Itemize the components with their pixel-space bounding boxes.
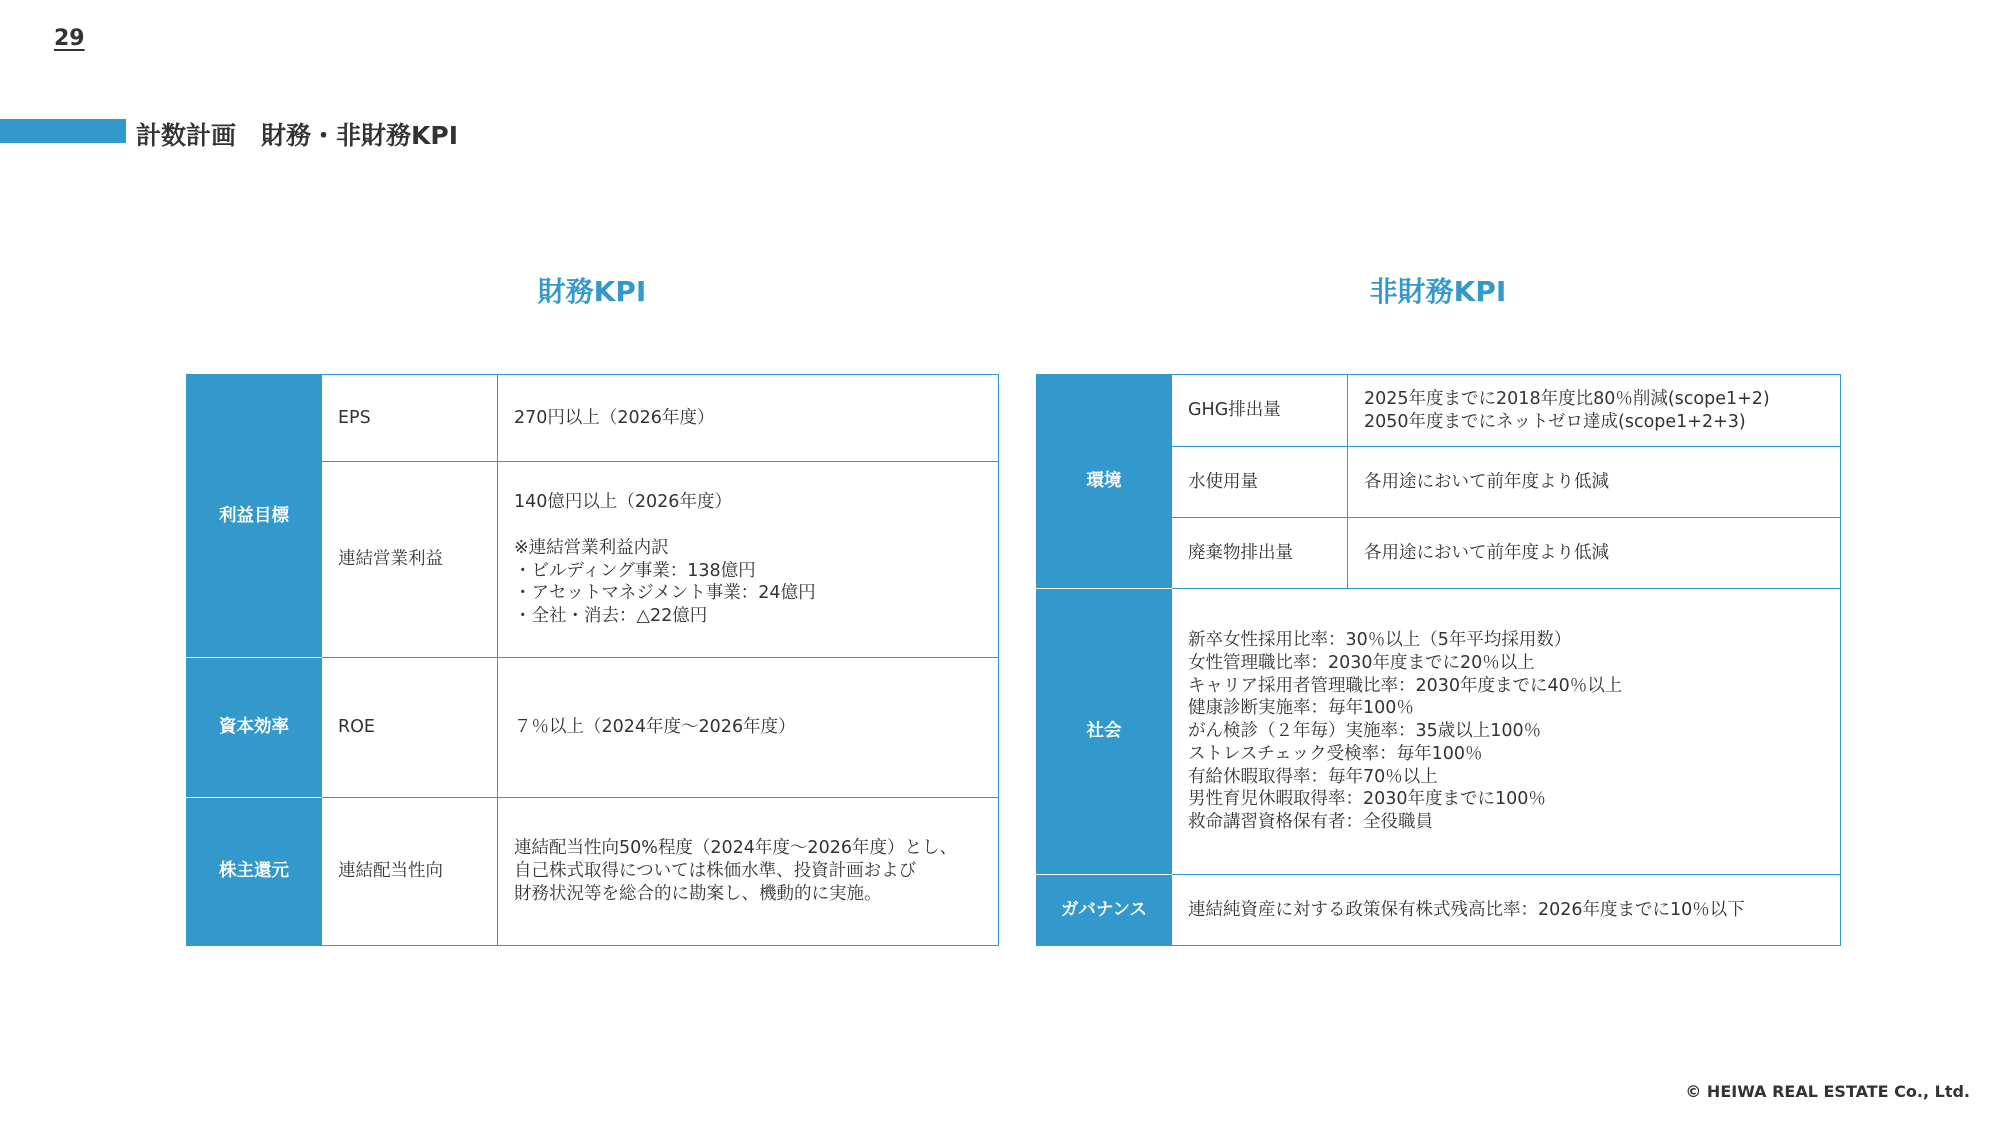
item-cell: EPS: [322, 375, 498, 462]
non-financial-kpi-table: [1036, 374, 1841, 946]
table-row: [1037, 589, 1841, 875]
category-cell: ガバナンス: [1037, 875, 1172, 946]
value-cell: 2025年度までに2018年度比80％削減(scope1+2) 2050年度までにネットゼロ達成(scope1+2+3): [1348, 375, 1841, 447]
financial-kpi-heading: 財務KPI: [537, 275, 647, 308]
table-row: [187, 658, 999, 798]
value-cell: 連結純資産に対する政策保有株式残高比率：2026年度までに10％以下: [1172, 875, 1841, 946]
page-number: 29: [54, 26, 85, 51]
value-cell: 各用途において前年度より低減: [1348, 518, 1841, 589]
table-row: [187, 798, 999, 946]
financial-kpi-table: [186, 374, 999, 946]
category-cell: 株主還元: [187, 798, 322, 946]
non-financial-kpi-heading: 非財務KPI: [1369, 275, 1507, 308]
item-cell: 連結営業利益: [322, 462, 498, 658]
category-cell: 資本効率: [187, 658, 322, 798]
page-title: 計数計画 財務・非財務KPI: [136, 121, 458, 150]
value-cell: 270円以上（2026年度）: [498, 375, 999, 462]
table-row: [1037, 875, 1841, 946]
value-cell: 連結配当性向50%程度（2024年度～2026年度）とし、 自己株式取得については株価水準、投資計画および 財務状況等を総合的に勘案し、機動的に実施。: [498, 798, 999, 946]
category-cell: 利益目標: [187, 375, 322, 658]
value-cell: 新卒女性採用比率：30％以上（5年平均採用数） 女性管理職比率：2030年度までに20％以上 キャリア採用者管理職比率：2030年度までに40％以上 健康診断実施率：毎年100％ がん検診（２年毎）実施率：35歳以上100％ ストレスチェック受検率：毎年100％ 有給休暇取得率：毎年70％以上 男性育児休暇取得率：2030年度までに100％ 救命講習資格保有者：全役職員: [1172, 589, 1841, 875]
title-accent-bar: [0, 119, 126, 143]
category-cell: 環境: [1037, 375, 1172, 589]
item-cell: GHG排出量: [1172, 375, 1348, 447]
value-cell: 140億円以上（2026年度） ※連結営業利益内訳 ・ビルディング事業：138億円 ・アセットマネジメント事業：24億円 ・全社・消去：△22億円: [498, 462, 999, 658]
item-cell: 水使用量: [1172, 447, 1348, 518]
copyright: © HEIWA REAL ESTATE Co., Ltd.: [1685, 1082, 1970, 1101]
table-row: [187, 375, 999, 462]
item-cell: 廃棄物排出量: [1172, 518, 1348, 589]
value-cell: 各用途において前年度より低減: [1348, 447, 1841, 518]
table-row: [1037, 375, 1841, 447]
category-cell: 社会: [1037, 589, 1172, 875]
item-cell: 連結配当性向: [322, 798, 498, 946]
item-cell: ROE: [322, 658, 498, 798]
value-cell: ７％以上（2024年度～2026年度）: [498, 658, 999, 798]
